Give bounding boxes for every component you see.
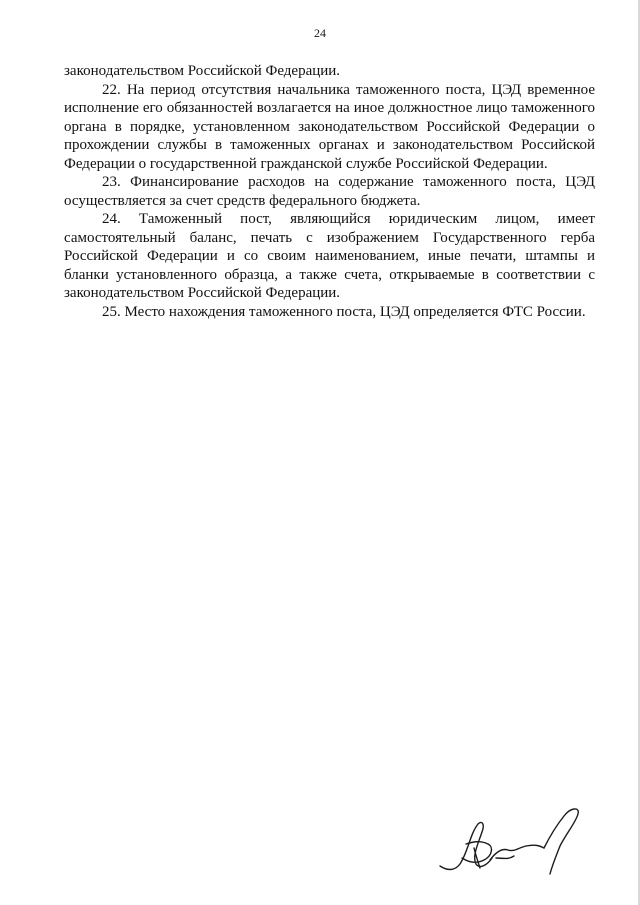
paragraph-25: 25. Место нахождения таможенного поста, ЦЭД определяется ФТС России. [102, 303, 586, 320]
paragraph-21-continuation: законодательством Российской Федерации. [64, 63, 341, 79]
paragraph-24: 24. Таможенный пост, являющийся юридическим лицом, имеет самостоятельный баланс, печать с изображением Государственного герба Российской Федерации и со своим наименованием, иные печати, штампы и бланки установленного образца, а также счета, открываемые в соответствии с законодательством Российской Федерации. [64, 211, 595, 301]
page-number: 24 [314, 26, 326, 40]
paragraph-23: 23. Финансирование расходов на содержание таможенного поста, ЦЭД осуществляется за счет средств федерального бюджета. [64, 174, 595, 209]
document-body [64, 62, 595, 321]
paragraph-22: 22. На период отсутствия начальника таможенного поста, ЦЭД временное исполнение его обязанностей возлагается на иное должностное лицо таможенного органа в порядке, установленном законодательством Российской Федерации о прохождении службы в таможенных органах и законодательством Российской Федерации о государственной гражданской службе Российской Федерации. [64, 81, 595, 172]
handwritten-signature-icon [432, 800, 592, 880]
